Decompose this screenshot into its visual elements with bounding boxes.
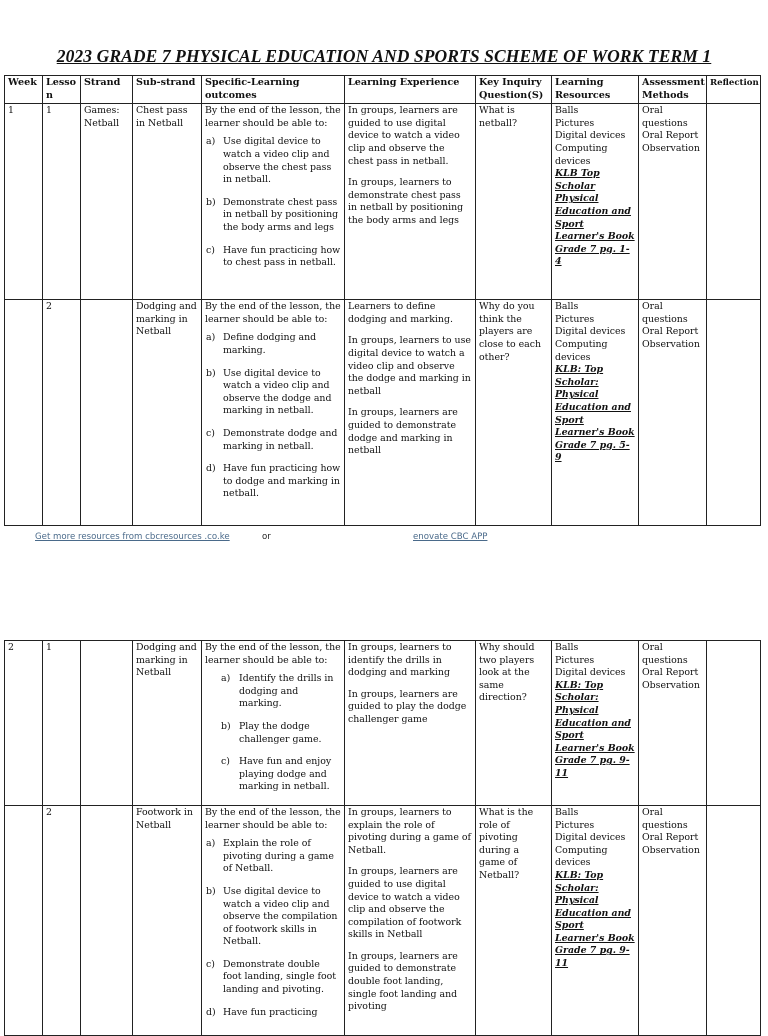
cell-inquiry: Why should two players look at the same direction? bbox=[476, 641, 552, 806]
outcome-item bbox=[206, 244, 341, 270]
outcome-marker: c) bbox=[206, 427, 215, 439]
resource-item: Computing devices bbox=[555, 142, 608, 167]
outcome-text: Demonstrate chest pass in netball by positioning the body arms and legs bbox=[223, 196, 339, 233]
footer-link-text[interactable]: Get more resources from cbcresources .co.ke bbox=[35, 532, 230, 542]
table-row bbox=[5, 104, 761, 300]
outcome-text: Demonstrate double foot landing, single foot landing and pivoting. bbox=[223, 958, 337, 996]
col-header-inquiry: Key Inquiry Question(S) bbox=[476, 76, 552, 104]
outcome-marker: c) bbox=[206, 244, 215, 256]
cell-lesson: 1 bbox=[43, 104, 81, 300]
resource-item: Balls bbox=[555, 301, 579, 313]
resource-item: Digital devices bbox=[555, 832, 626, 844]
outcome-text: Use digital device to watch a video clip and observe the compilation of footwork skills in Netball. bbox=[223, 885, 338, 948]
cell-strand: Games: Netball bbox=[81, 104, 133, 300]
outcomes-intro: By the end of the lesson, the learner should be able to: bbox=[205, 301, 341, 325]
outcome-marker: d) bbox=[206, 463, 216, 475]
cell-strand bbox=[81, 300, 133, 526]
footer-resources-link[interactable] bbox=[35, 532, 249, 542]
cell-week: 2 bbox=[5, 641, 43, 806]
cell-outcomes bbox=[202, 104, 345, 300]
cell-week bbox=[5, 300, 43, 526]
table-header-row bbox=[5, 76, 761, 104]
experience-paragraph: In groups, learners to explain the role of pivoting during a game of Netball. bbox=[348, 806, 471, 856]
outcomes-list bbox=[205, 673, 341, 794]
cell-resources bbox=[552, 300, 639, 526]
outcome-item bbox=[206, 196, 341, 235]
cell-strand bbox=[81, 805, 133, 1035]
assessment-item: Oral questions bbox=[642, 301, 688, 325]
cell-reflection bbox=[707, 104, 761, 300]
outcome-text: Have fun practicing bbox=[223, 1006, 318, 1018]
outcomes-intro: By the end of the lesson, the learner should be able to: bbox=[205, 105, 341, 129]
cell-sub-strand: Dodging and marking in Netball bbox=[133, 641, 202, 806]
assessment-item: Oral Report bbox=[642, 130, 699, 142]
cell-lesson: 2 bbox=[43, 300, 81, 526]
cell-sub-strand: Footwork in Netball bbox=[133, 805, 202, 1035]
resource-book-reference: KLB: Top Scholar: Physical Education and Sport Learner's Book Grade 7 pg. 5-9 bbox=[555, 364, 635, 464]
outcome-item bbox=[206, 136, 341, 186]
outcome-marker: a) bbox=[206, 838, 216, 850]
cell-assessment bbox=[639, 641, 707, 806]
resource-item: Pictures bbox=[555, 819, 595, 831]
table-row bbox=[5, 300, 761, 526]
cell-outcomes bbox=[202, 641, 345, 806]
outcome-text: Explain the role of pivoting during a game of Netball. bbox=[223, 838, 334, 875]
outcome-text: Have fun practicing how to chest pass in netball. bbox=[223, 244, 341, 269]
outcomes-intro: By the end of the lesson, the learner should be able to: bbox=[205, 806, 341, 831]
outcomes-list bbox=[205, 838, 341, 1019]
col-header-assessment: Assessment Methods bbox=[639, 76, 707, 104]
outcome-marker: b) bbox=[206, 367, 216, 379]
resource-book-reference: KLB Top Scholar Physical Education and Sport Learner's Book Grade 7 pg. 1-4 bbox=[555, 168, 635, 268]
assessment-item: Oral questions bbox=[642, 642, 688, 666]
outcome-text: Have fun practicing how to dodge and marking in netball. bbox=[223, 463, 341, 500]
cell-resources bbox=[552, 641, 639, 806]
outcome-text: Identify the drills in dodging and marking. bbox=[239, 673, 334, 710]
col-header-week: Week bbox=[5, 76, 43, 104]
outcome-item bbox=[206, 427, 341, 453]
outcome-item bbox=[206, 838, 341, 876]
assessment-item: Oral questions bbox=[642, 806, 688, 831]
cell-lesson: 1 bbox=[43, 641, 81, 806]
resource-item: Digital devices bbox=[555, 667, 626, 679]
resource-item: Balls bbox=[555, 642, 579, 653]
cell-assessment bbox=[639, 104, 707, 300]
outcome-marker: b) bbox=[206, 885, 216, 897]
assessment-item: Oral Report bbox=[642, 326, 699, 338]
outcome-item bbox=[206, 958, 341, 997]
resource-item: Balls bbox=[555, 105, 579, 117]
experience-paragraph: In groups, learners are guided to demonstrate dodge and marking in netball bbox=[348, 407, 458, 457]
col-header-sub-strand: Sub-strand bbox=[133, 76, 202, 104]
experience-paragraph: In groups, learners to identify the drills in dodging and marking bbox=[348, 642, 452, 679]
cell-reflection bbox=[707, 641, 761, 806]
resource-book-reference: KLB: Top Scholar: Physical Education and Sport Learner's Book Grade 7 pg. 9-11 bbox=[555, 679, 635, 779]
cell-inquiry: What is netball? bbox=[476, 104, 552, 300]
cell-experience bbox=[345, 300, 476, 526]
cell-experience bbox=[345, 641, 476, 806]
outcome-marker: a) bbox=[206, 136, 216, 148]
cell-assessment bbox=[639, 805, 707, 1035]
cell-sub-strand: Dodging and marking in Netball bbox=[133, 300, 202, 526]
experience-paragraph: In groups, learners are guided to play the dodge challenger game bbox=[348, 688, 467, 725]
assessment-item: Oral Report bbox=[642, 832, 699, 844]
outcome-item bbox=[206, 332, 341, 357]
assessment-item: Observation bbox=[642, 338, 700, 350]
outcome-text: Define dodging and marking. bbox=[223, 332, 317, 356]
cell-reflection bbox=[707, 300, 761, 526]
outcome-marker: c) bbox=[221, 756, 230, 768]
col-header-lesson: Lesso n bbox=[43, 76, 81, 104]
resource-item: Pictures bbox=[555, 654, 595, 666]
col-header-strand: Strand bbox=[81, 76, 133, 104]
cell-inquiry: Why do you think the players are close to each other? bbox=[476, 300, 552, 526]
outcome-text: Demonstrate dodge and marking in netball. bbox=[223, 427, 338, 452]
cell-inquiry: What is the role of pivoting during a game of Netball? bbox=[476, 805, 552, 1035]
resource-book-reference: KLB: Top Scholar: Physical Education and Sport Learner's Book Grade 7 pg. 9-11 bbox=[555, 869, 635, 970]
outcomes-list bbox=[205, 136, 341, 269]
resource-item: Computing devices bbox=[555, 844, 608, 869]
outcome-item bbox=[206, 367, 341, 418]
resource-item: Digital devices bbox=[555, 326, 626, 338]
experience-paragraph: In groups, learners are guided to use digital device to watch a video clip and observe the chest pass in netball. bbox=[348, 105, 460, 167]
footer-app-link-text[interactable]: enovate CBC APP bbox=[413, 532, 488, 542]
scheme-table-page-2 bbox=[4, 640, 761, 1036]
cell-resources bbox=[552, 104, 639, 300]
outcomes-list bbox=[205, 332, 341, 501]
outcome-text: Have fun and enjoy playing dodge and marking in netball. bbox=[239, 756, 332, 793]
experience-paragraph: In groups, learners to demonstrate chest pass in netball by positioning the body arms and legs bbox=[348, 177, 464, 226]
outcome-item bbox=[206, 463, 341, 501]
assessment-item: Observation bbox=[642, 142, 700, 154]
footer-or-text: or bbox=[262, 532, 271, 542]
outcome-text: Use digital device to watch a video clip and observe the chest pass in netball. bbox=[223, 136, 332, 186]
outcome-marker: a) bbox=[206, 332, 216, 344]
table-row bbox=[5, 805, 761, 1035]
outcome-text: Play the dodge challenger game. bbox=[239, 720, 322, 745]
outcome-item bbox=[206, 1006, 341, 1020]
cell-strand bbox=[81, 641, 133, 806]
cell-outcomes bbox=[202, 300, 345, 526]
cell-experience bbox=[345, 805, 476, 1035]
cell-lesson: 2 bbox=[43, 805, 81, 1035]
outcome-item bbox=[221, 673, 341, 711]
outcome-marker: b) bbox=[221, 720, 231, 732]
outcome-item bbox=[221, 756, 341, 794]
cell-experience bbox=[345, 104, 476, 300]
resource-item: Pictures bbox=[555, 117, 595, 129]
experience-paragraph: In groups, learners are guided to use digital device to watch a video clip and observe the compilation of footwork skills in Netball bbox=[348, 866, 462, 941]
outcomes-intro: By the end of the lesson, the learner should be able to: bbox=[205, 642, 341, 666]
cell-resources bbox=[552, 805, 639, 1035]
experience-paragraph: Learners to define dodging and marking. bbox=[348, 301, 453, 325]
col-header-resources: Learning Resources bbox=[552, 76, 639, 104]
col-header-experience: Learning Experience bbox=[345, 76, 476, 104]
cell-week bbox=[5, 805, 43, 1035]
resource-item: Balls bbox=[555, 806, 579, 818]
resource-item: Pictures bbox=[555, 313, 595, 325]
table-row bbox=[5, 641, 761, 806]
cell-week: 1 bbox=[5, 104, 43, 300]
experience-paragraph: In groups, learners to use digital device to watch a video clip and observe the dodge and marking in netball bbox=[348, 335, 471, 397]
col-header-reflection: Reflection bbox=[707, 76, 761, 104]
cell-reflection bbox=[707, 805, 761, 1035]
assessment-item: Observation bbox=[642, 679, 700, 691]
scheme-table-page-1 bbox=[4, 75, 761, 526]
outcome-marker: b) bbox=[206, 196, 216, 208]
cell-sub-strand: Chest pass in Netball bbox=[133, 104, 202, 300]
experience-paragraph: In groups, learners are guided to demonstrate double foot landing, single foot landing and pivoting bbox=[348, 950, 458, 1013]
assessment-item: Oral Report bbox=[642, 667, 699, 679]
outcome-marker: c) bbox=[206, 958, 215, 970]
footer-app-link[interactable] bbox=[413, 532, 487, 542]
document-title: 2023 GRADE 7 PHYSICAL EDUCATION AND SPORTS SCHEME OF WORK TERM 1 bbox=[56, 46, 712, 66]
col-header-outcomes: Specific-Learning outcomes bbox=[202, 76, 345, 104]
outcome-text: Use digital device to watch a video clip and observe the dodge and marking in netball. bbox=[223, 367, 332, 417]
outcome-marker: d) bbox=[206, 1006, 216, 1018]
resource-item: Digital devices bbox=[555, 130, 626, 142]
outcome-item bbox=[221, 720, 341, 746]
outcome-marker: a) bbox=[221, 673, 231, 685]
cell-outcomes bbox=[202, 805, 345, 1035]
resource-item: Computing devices bbox=[555, 338, 608, 363]
cell-assessment bbox=[639, 300, 707, 526]
assessment-item: Observation bbox=[642, 844, 700, 856]
assessment-item: Oral questions bbox=[642, 105, 688, 129]
outcome-item bbox=[206, 885, 341, 949]
